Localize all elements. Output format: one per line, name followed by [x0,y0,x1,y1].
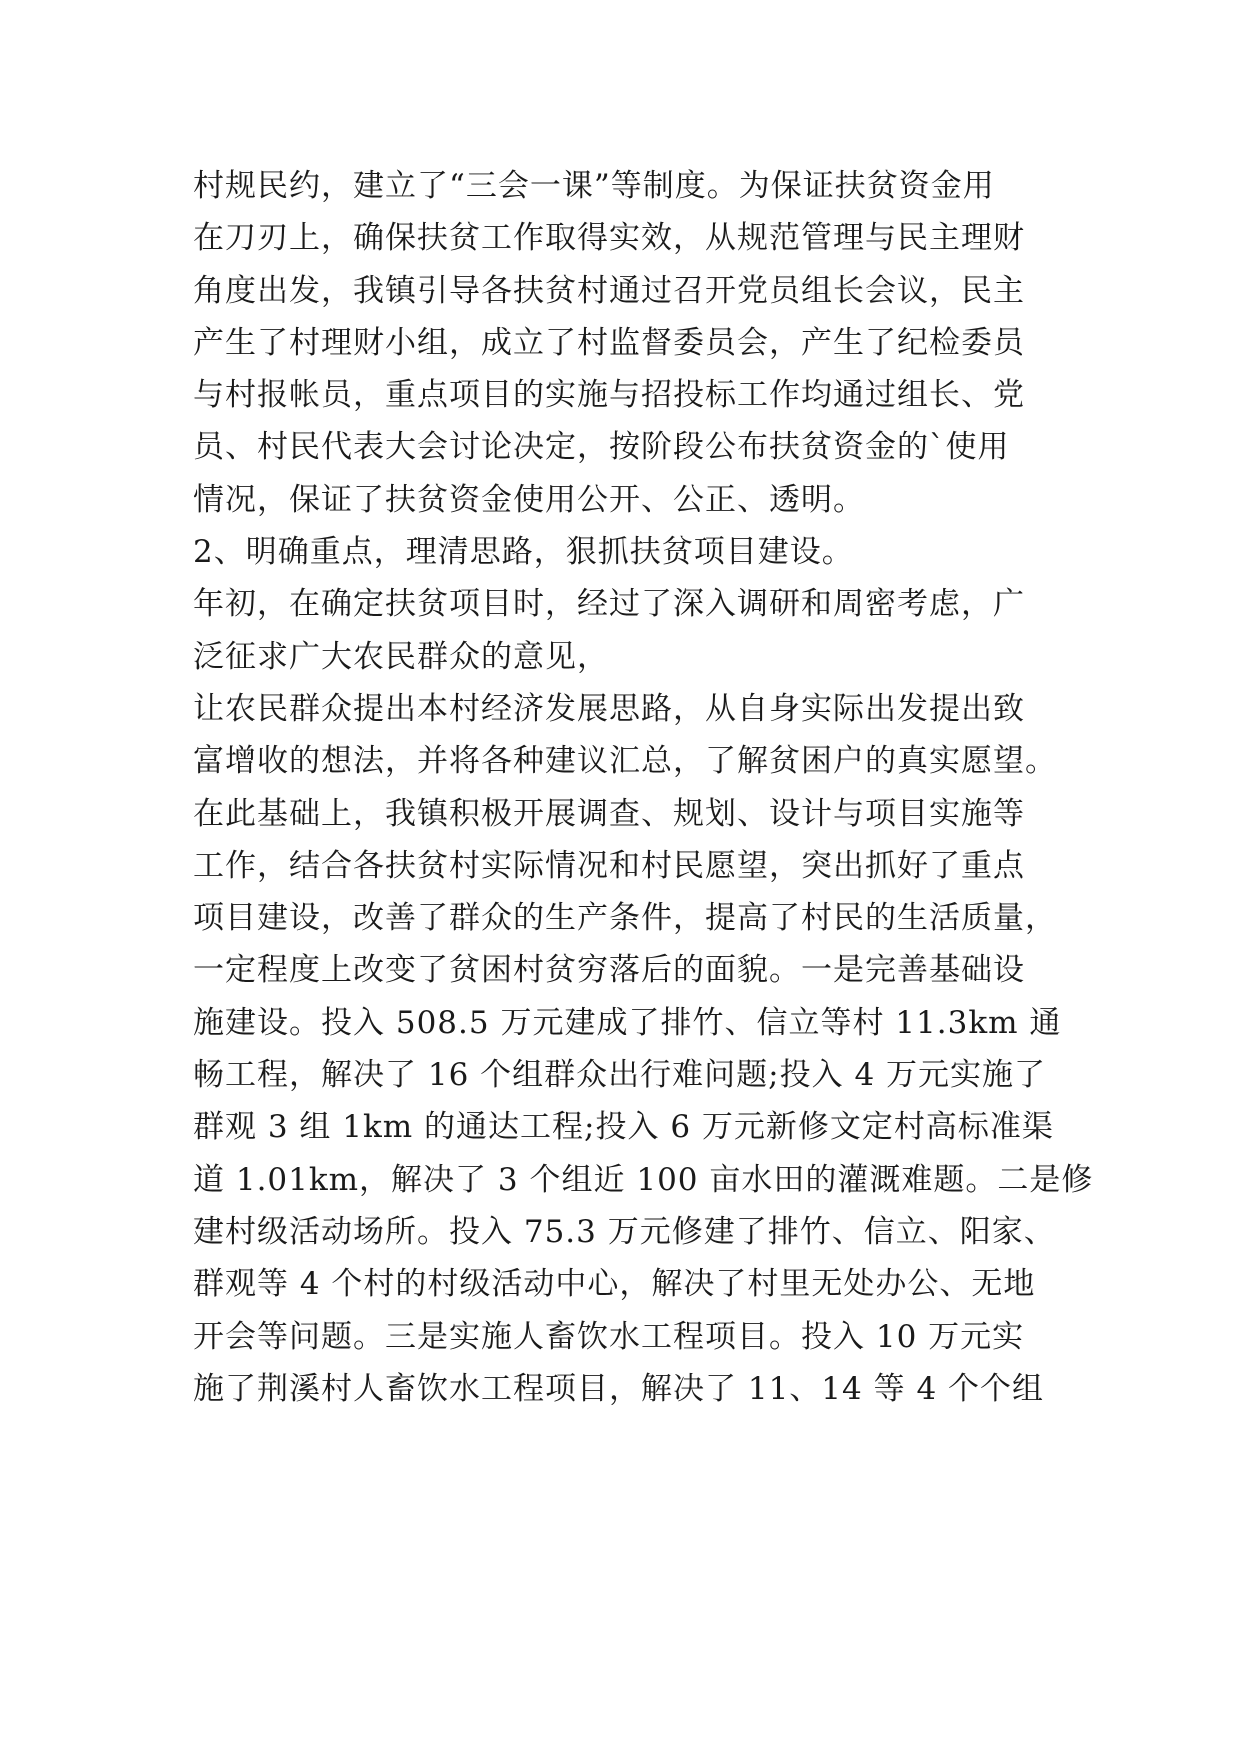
text-line: 情况，保证了扶贫资金使用公开、公正、透明。 [193,481,865,518]
text-line: 工作，结合各扶贫村实际情况和村民愿望，突出抓好了重点 [193,847,1025,884]
text-line: 一定程度上改变了贫困村贫穷落后的面貌。一是完善基础设 [193,952,1025,989]
text-line: 项目建设，改善了群众的生产条件，提高了村民的生活质量， [193,900,1057,937]
text-line: 村规民约，建立了“三会一课”等制度。为保证扶贫资金用 [193,168,995,204]
text-line: 泛征求广大农民群众的意见， [193,638,609,675]
body-text [193,160,1093,1415]
text-line: 在此基础上，我镇积极开展调查、规划、设计与项目实施等 [193,795,1025,832]
text-line: 角度出发，我镇引导各扶贫村通过召开党员组长会议，民主 [193,272,1025,309]
text-line: 产生了村理财小组，成立了村监督委员会，产生了纪检委员 [193,324,1025,361]
text-line: 道 1.01km，解决了 3 个组近 100 亩水田的灌溉难题。二是修 [193,1161,1094,1198]
text-line: 与村报帐员，重点项目的实施与招投标工作均通过组长、党 [193,377,1025,414]
text-line: 员、村民代表大会讨论决定，按阶段公布扶贫资金的`使用 [193,429,1010,466]
section-heading: 2、明确重点，理清思路，狠抓扶贫项目建设。 [193,534,854,571]
text-line: 施了荆溪村人畜饮水工程项目，解决了 11、14 等 4 个个组 [193,1370,1045,1407]
text-line: 施建设。投入 508.5 万元建成了排竹、信立等村 11.3km 通 [193,1004,1062,1041]
text-line: 年初，在确定扶贫项目时，经过了深入调研和周密考虑，广 [193,586,1025,623]
text-line: 让农民群众提出本村经济发展思路，从自身实际出发提出致 [193,690,1025,727]
text-line: 建村级活动场所。投入 75.3 万元修建了排竹、信立、阳家、 [193,1213,1056,1250]
text-line: 群观 3 组 1km 的通达工程;投入 6 万元新修文定村高标准渠 [193,1109,1054,1146]
text-line: 在刀刃上，确保扶贫工作取得实效，从规范管理与民主理财 [193,220,1025,257]
text-line: 群观等 4 个村的村级活动中心，解决了村里无处办公、无地 [193,1266,1036,1303]
text-line: 开会等问题。三是实施人畜饮水工程项目。投入 10 万元实 [193,1318,1025,1355]
text-line: 畅工程，解决了 16 个组群众出行难问题;投入 4 万元实施了 [193,1057,1047,1094]
text-line: 富增收的想法，并将各种建议汇总，了解贫困户的真实愿望。 [193,743,1057,780]
